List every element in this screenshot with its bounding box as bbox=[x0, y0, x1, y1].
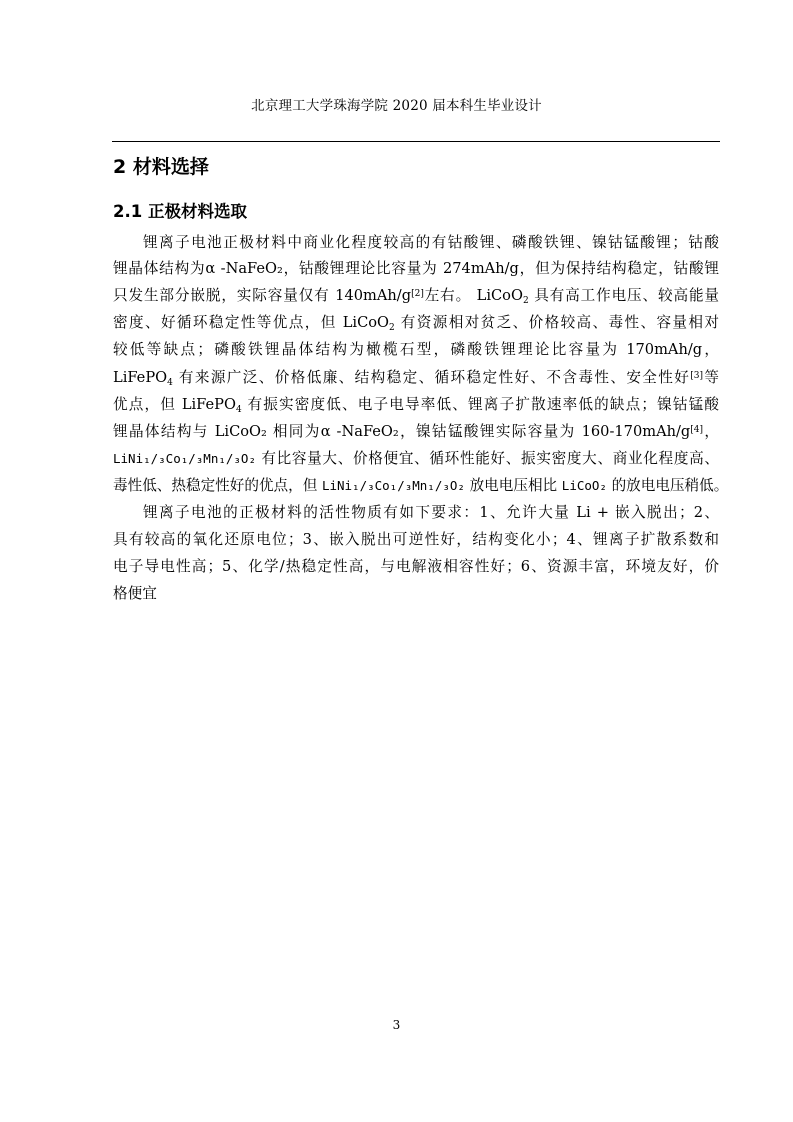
section-title: 2 材料选择 bbox=[113, 156, 209, 178]
text-line: 密度、好循环稳定性等优点，但 LiCoO$_2$ 有资源相对贫乏、价格较高、毒性、容量相对 bbox=[113, 314, 719, 333]
text-line: 格便宜 bbox=[113, 585, 157, 602]
text-line: 电子导电性高；5、化学/热稳定性高，与电解液相容性好；6、资源丰富，环境友好，价 bbox=[113, 558, 719, 575]
text-line: 锂晶体结构与 LiCoO₂ 相同为α -NaFeO₂，镍钴锰酸锂实际容量为 160-170mAh/g[4]， bbox=[113, 423, 719, 440]
text-line: 毒性低、热稳定性好的优点，但 LiNi₁/₃Co₁/₃Mn₁/₃O₂ 放电电压相比 LiCoO₂ 的放电电压稍低。 bbox=[113, 477, 729, 494]
running-header: 北京理工大学珠海学院 2020 届本科生毕业设计 bbox=[251, 98, 542, 114]
text-line: 具有较高的氧化还原电位；3、嵌入脱出可逆性好，结构变化小；4、锂离子扩散系数和 bbox=[113, 531, 719, 548]
text-line: 锂晶体结构为α -NaFeO₂，钴酸锂理论比容量为 274mAh/g，但为保持结构稳定，钴酸锂 bbox=[113, 260, 719, 277]
text-line: 较低等缺点；磷酸铁锂晶体结构为橄榄石型，磷酸铁锂理论比容量为 170mAh/g， bbox=[113, 341, 719, 358]
text-line: 优点，但 LiFePO$_4$ 有振实密度低、电子电导率低、锂离子扩散速率低的缺点；镍钴锰酸 bbox=[113, 396, 719, 415]
subsection-title: 2.1 正极材料选取 bbox=[113, 202, 247, 221]
text-line: 锂离子电池正极材料中商业化程度较高的有钴酸锂、磷酸铁锂、镍钴锰酸锂；钴酸 bbox=[143, 234, 719, 251]
header-divider bbox=[112, 141, 720, 142]
citation: [2] bbox=[411, 289, 424, 299]
citation: [3] bbox=[690, 371, 703, 381]
text-line: 只发生部分嵌脱，实际容量仅有 140mAh/g[2]左右。 LiCoO$_2$ 具有高工作电压、较高能量 bbox=[113, 287, 720, 306]
text-line: 锂离子电池的正极材料的活性物质有如下要求：1、允许大量 Li + 嵌入脱出；2、 bbox=[143, 504, 719, 521]
text-line: LiNi₁/₃Co₁/₃Mn₁/₃O₂ 有比容量大、价格便宜、循环性能好、振实密度大、商业化程度高、 bbox=[113, 450, 719, 467]
citation: [4] bbox=[690, 425, 704, 435]
text-line: LiFePO$_4$ 有来源广泛、价格低廉、结构稳定、循环稳定性好、不含毒性、安全性好[3]等 bbox=[113, 369, 719, 388]
page-number: 3 bbox=[392, 1018, 401, 1032]
